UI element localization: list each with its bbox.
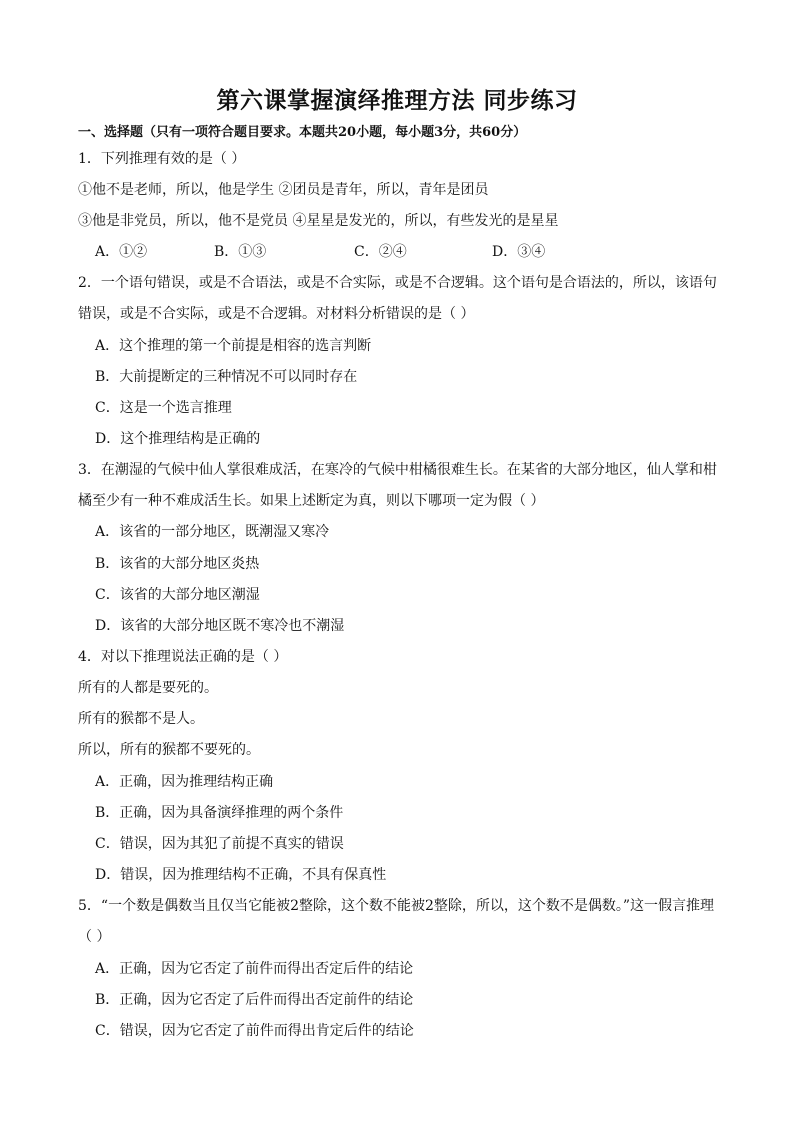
q5-option-b[interactable]: B．正确，因为它否定了后件而得出否定前件的结论 xyxy=(95,992,414,1008)
q5-stem-line2: （ ） xyxy=(78,929,111,945)
q1-statements-b: ③他是非党员，所以，他不是党员 ④星星是发光的，所以，有些发光的是星星 xyxy=(78,213,559,229)
q2-stem-line1: 2．一个语句错误，或是不合语法，或是不合实际，或是不合逻辑。这个语句是合语法的，所以，该语句 xyxy=(78,275,717,291)
q1-option-a[interactable]: A．①② xyxy=(95,244,148,260)
q3-option-b[interactable]: B．该省的大部分地区炎热 xyxy=(95,556,260,572)
q5-option-c[interactable]: C．错误，因为它否定了前件而得出肯定后件的结论 xyxy=(95,1023,414,1039)
q2-option-d[interactable]: D．这个推理结构是正确的 xyxy=(95,431,261,447)
q2-option-c[interactable]: C．这是一个选言推理 xyxy=(95,400,232,416)
q4-option-d[interactable]: D．错误，因为推理结构不正确，不具有保真性 xyxy=(95,867,387,883)
q3-option-d[interactable]: D．该省的大部分地区既不寒冷也不潮湿 xyxy=(95,618,345,634)
q3-option-a[interactable]: A．该省的一部分地区，既潮湿又寒冷 xyxy=(95,524,330,540)
q3-option-c[interactable]: C．该省的大部分地区潮湿 xyxy=(95,587,260,603)
q3-stem-line1: 3．在潮湿的气候中仙人掌很难成活，在寒冷的气候中柑橘很难生长。在某省的大部分地区，仙人掌和柑 xyxy=(78,462,717,478)
q1-stem: 1．下列推理有效的是（ ） xyxy=(78,151,246,167)
q4-conclusion: 所以，所有的猴都不要死的。 xyxy=(78,742,260,758)
q2-option-b[interactable]: B．大前提断定的三种情况不可以同时存在 xyxy=(95,369,358,385)
q4-option-b[interactable]: B．正确，因为具备演绎推理的两个条件 xyxy=(95,805,344,821)
q4-option-c[interactable]: C．错误，因为其犯了前提不真实的错误 xyxy=(95,836,344,852)
q4-premise-major: 所有的人都是要死的。 xyxy=(78,680,218,696)
q2-stem-line2: 错误，或是不合实际，或是不合逻辑。对材料分析错误的是（ ） xyxy=(78,306,475,322)
q3-stem-line2: 橘至少有一种不难成活生长。如果上述断定为真，则以下哪项一定为假（ ） xyxy=(78,493,545,509)
q1-option-d[interactable]: D．③④ xyxy=(492,244,546,260)
q5-option-a[interactable]: A．正确，因为它否定了前件而得出否定后件的结论 xyxy=(95,961,414,977)
q5-stem-line1: 5．“一个数是偶数当且仅当它能被2整除，这个数不能被2整除，所以，这个数不是偶数。”这一假言推理 xyxy=(78,898,715,914)
q4-premise-minor: 所有的猴都不是人。 xyxy=(78,711,204,727)
q4-stem: 4．对以下推理说法正确的是（ ） xyxy=(78,649,288,665)
q1-option-c[interactable]: C．②④ xyxy=(354,244,407,260)
page-title: 第六课掌握演绎推理方法 同步练习 xyxy=(216,88,578,114)
q1-statements-a: ①他不是老师，所以，他是学生 ②团员是青年，所以，青年是团员 xyxy=(78,182,489,198)
q4-option-a[interactable]: A．正确，因为推理结构正确 xyxy=(95,774,274,790)
q2-option-a[interactable]: A．这个推理的第一个前提是相容的选言判断 xyxy=(95,338,372,354)
section-heading: 一、选择题（只有一项符合题目要求。本题共20小题，每小题3分，共60分） xyxy=(78,125,527,140)
q1-option-b[interactable]: B．①③ xyxy=(214,244,267,260)
